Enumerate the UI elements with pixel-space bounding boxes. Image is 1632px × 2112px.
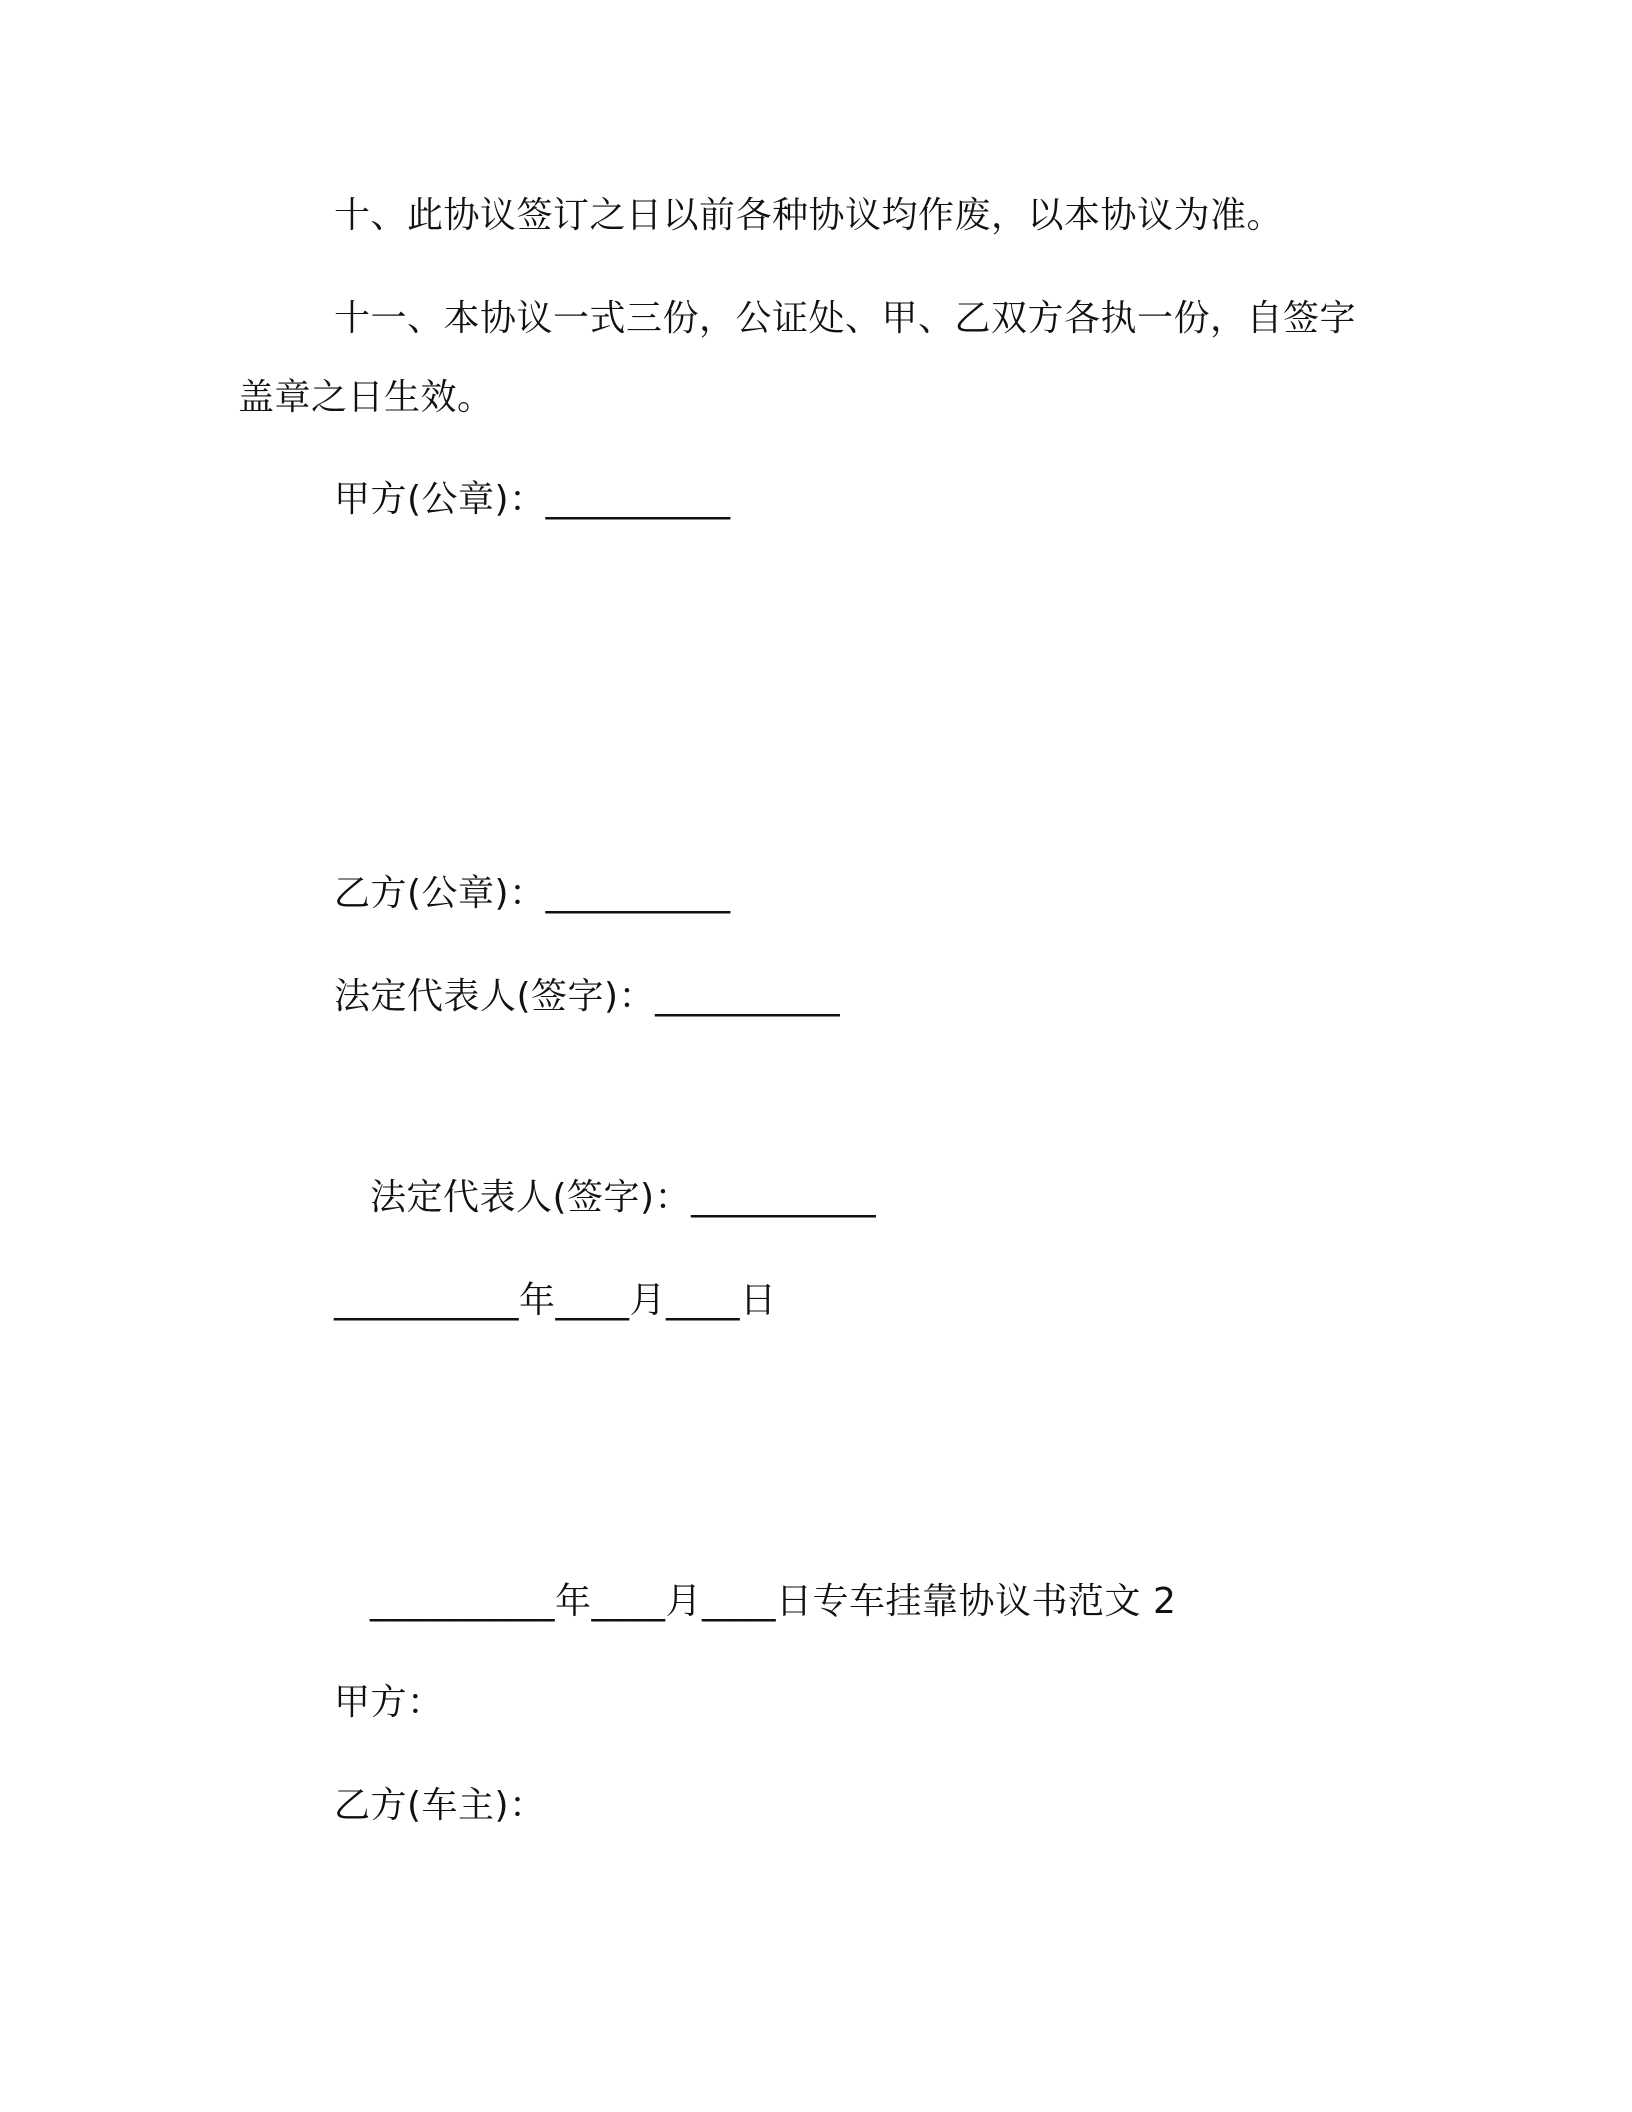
party-a-seal-line: 甲方(公章)：__________ xyxy=(334,479,731,520)
legal-representative-signature-1: 法定代表人(签字)：__________ xyxy=(334,976,841,1017)
sample-two-heading: __________年____月____日专车挂靠协议书范文 2 xyxy=(370,1581,1177,1622)
clause-ten: 十、此协议签订之日以前各种协议均作废，以本协议为准。 xyxy=(334,195,1284,236)
party-a-label: 甲方： xyxy=(334,1682,444,1723)
date-line-1: __________年____月____日 xyxy=(334,1280,777,1321)
legal-representative-signature-2: 法定代表人(签字)：__________ xyxy=(370,1177,877,1218)
clause-eleven-line-1: 十一、本协议一式三份，公证处、甲、乙双方各执一份，自签字 xyxy=(334,298,1357,339)
party-b-seal-line: 乙方(公章)：__________ xyxy=(334,873,731,914)
clause-eleven-line-2: 盖章之日生效。 xyxy=(238,377,494,418)
party-b-owner-label: 乙方(车主)： xyxy=(334,1785,546,1826)
